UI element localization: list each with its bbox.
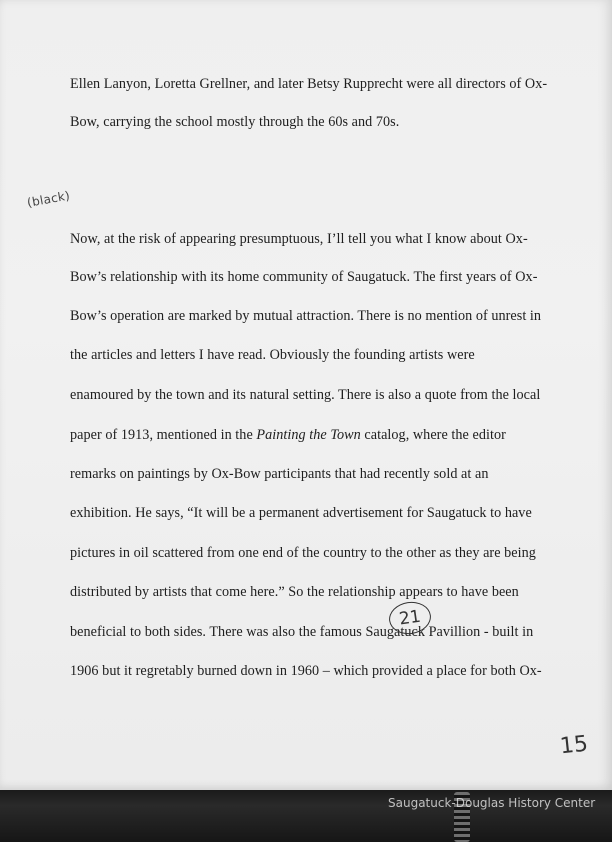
text-line-5: Bow’s operation are marked by mutual attraction. There is no mention of unrest in [70, 308, 542, 324]
circled-number-annotation: 21 [387, 599, 433, 637]
text-line-14: 1906 but it regretably burned down in 1960 – which provided a place for both Ox- [70, 663, 542, 679]
text-line-7: enamoured by the town and its natural setting. There is also a quote from the local [70, 387, 541, 403]
text-line-4: Bow’s relationship with its home community of Saugatuck. The first years of Ox- [70, 269, 538, 285]
text-line-2: Bow, carrying the school mostly through the 60s and 70s. [70, 114, 400, 130]
text-line-8 [70, 427, 506, 444]
text-line-13: beneficial to both sides. There was also the famous Saugatuck Pavillion - built in [70, 624, 534, 640]
handwritten-margin-note: (black) [26, 188, 72, 210]
text-line-9: remarks on paintings by Ox-Bow participants that had recently sold at an [70, 466, 489, 482]
text-line-11: pictures in oil scattered from one end of the country to the other as they are being [70, 545, 536, 561]
archive-watermark: Saugatuck-Douglas History Center [388, 796, 596, 810]
text-line-8-pre: paper of 1913, mentioned in the [70, 427, 257, 443]
catalog-title: Painting the Town [256, 427, 361, 443]
text-line-6: the articles and letters I have read. Obviously the founding artists were [70, 347, 475, 363]
text-line-8-post: catalog, where the editor [360, 427, 506, 443]
text-line-3: Now, at the risk of appearing presumptuous, I’ll tell you what I know about Ox- [70, 231, 528, 247]
handwritten-page-number: 15 [558, 731, 590, 760]
text-line-12: distributed by artists that come here.” So the relationship appears to have been [70, 584, 519, 600]
text-line-10: exhibition. He says, “It will be a permanent advertisement for Saugatuck to have [70, 505, 532, 521]
text-line-1: Ellen Lanyon, Loretta Grellner, and later Betsy Rupprecht were all directors of Ox- [70, 76, 548, 92]
